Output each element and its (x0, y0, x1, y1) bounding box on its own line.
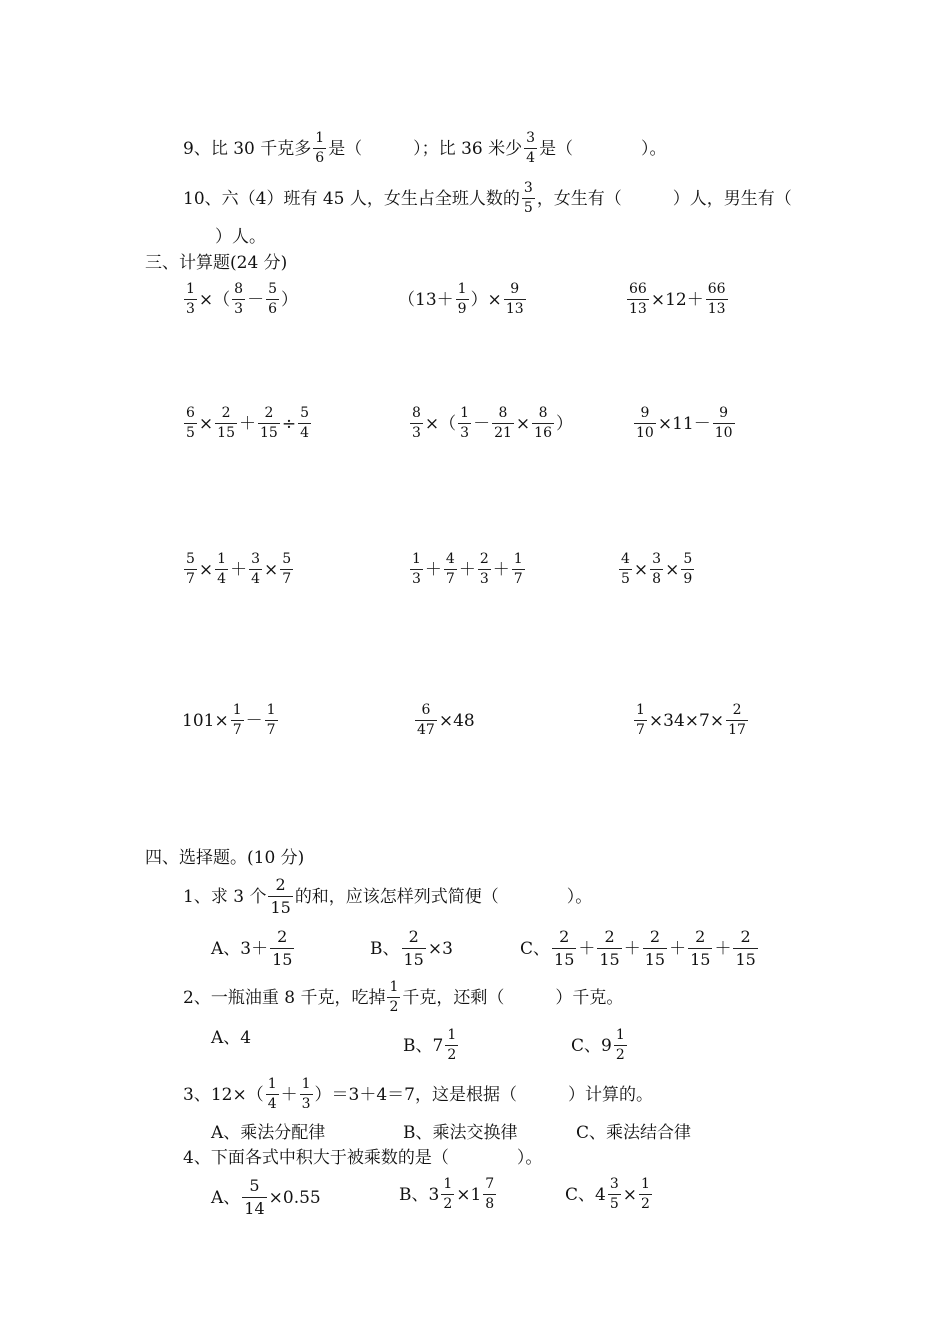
choice-q1 (183, 875, 592, 918)
fraction: $\frac{2}{15}$ (270, 875, 291, 917)
operator: － (247, 289, 265, 310)
choice-q1-option-b[interactable] (370, 927, 453, 970)
fraction: $\frac{5}{7}$ (186, 551, 195, 587)
operator: － (473, 413, 491, 434)
fraction: $\frac{1}{7}$ (513, 551, 523, 587)
fraction: $\frac{1}{4}$ (217, 551, 227, 587)
q10-text-1: 10、六（4）班有 45 人，女生占全班人数的 (183, 188, 520, 209)
calc-r2c2 (408, 405, 573, 442)
fraction: $\frac{1}{3}$ (301, 1076, 311, 1112)
calc-r3c3 (617, 551, 696, 588)
question-text: ）＝3＋4＝7，这是根据（ ）计算的。 (314, 1084, 653, 1105)
section-4-title (145, 847, 304, 869)
operator: ＋ (280, 1084, 298, 1105)
choice-q3-option-c[interactable] (576, 1122, 691, 1144)
operator: ） (281, 289, 299, 310)
question-text: 千克，还剩（ ）千克。 (402, 987, 624, 1008)
option-label: A、4 (211, 1028, 252, 1048)
choice-q1-option-c[interactable] (520, 927, 760, 970)
fraction: $\frac{3}{5}$ (609, 1176, 619, 1212)
operator: ＋ (239, 413, 256, 434)
calc-r4c1 (182, 702, 280, 739)
choice-q3-option-b[interactable] (403, 1122, 518, 1144)
fraction: $\frac{5}{14}$ (244, 1176, 265, 1218)
fraction: $\frac{2}{17}$ (728, 702, 746, 738)
q9-text-1: 9、比 30 千克多 (183, 138, 312, 159)
calc-r2c3 (632, 405, 737, 442)
operator: ×（ (198, 289, 231, 310)
operator: ＋ (714, 938, 732, 959)
fraction: $\frac{66}{13}$ (629, 281, 647, 317)
fraction: $\frac{2}{15}$ (260, 405, 278, 441)
operator: ×3 (427, 938, 453, 959)
choice-q2-option-b[interactable] (403, 1027, 460, 1064)
calc-r4c2 (413, 702, 475, 739)
choice-q3-option-a[interactable] (211, 1122, 325, 1144)
q10-text-2: ，女生有（ ）人，男生有（ (536, 188, 792, 209)
fraction: $\frac{5}{9}$ (683, 551, 693, 587)
fraction: $\frac{3}{4}$ (251, 551, 261, 587)
fraction: $\frac{9}{10}$ (714, 405, 733, 441)
fraction: $\frac{2}{15}$ (690, 927, 711, 969)
calc-r3c1 (182, 551, 295, 588)
fraction: $\frac{3}{5}$ (523, 180, 533, 216)
fraction: $\frac{1}{2}$ (447, 1027, 457, 1063)
operator: ＋ (578, 938, 596, 959)
q10-text-3: ）人。 (215, 227, 266, 247)
calc-r2c1 (182, 405, 313, 442)
fraction: $\frac{1}{7}$ (266, 702, 276, 738)
fraction: $\frac{8}{21}$ (494, 405, 512, 441)
operator: ×0.55 (268, 1187, 321, 1208)
choice-q4-option-c[interactable] (565, 1176, 654, 1213)
option-label: C、 (520, 938, 551, 959)
fraction: $\frac{3}{8}$ (652, 551, 662, 587)
option-label: C、9 (571, 1035, 612, 1056)
fraction: $\frac{5}{6}$ (268, 281, 278, 317)
operator: ＋ (424, 559, 442, 580)
option-label: C、乘法结合律 (576, 1123, 692, 1143)
question-9 (183, 130, 667, 167)
operator: ）× (470, 289, 502, 310)
fraction: $\frac{4}{5}$ (621, 551, 630, 587)
fraction: $\frac{1}{2}$ (641, 1176, 650, 1212)
operator: （13＋ (398, 289, 454, 310)
question-text: 3、12×（ (183, 1084, 264, 1105)
choice-q3 (183, 1076, 653, 1113)
choice-q2-option-a[interactable] (211, 1027, 251, 1049)
fraction: $\frac{8}{3}$ (234, 281, 244, 317)
section-3-title (145, 252, 287, 274)
choice-q2-option-c[interactable] (571, 1027, 629, 1064)
fraction: $\frac{1}{2}$ (443, 1176, 453, 1212)
q9-text-2: 是（ ）；比 36 米少 (328, 138, 523, 159)
operator: ÷ (281, 413, 297, 434)
fraction: $\frac{2}{15}$ (403, 927, 424, 969)
choice-q4 (183, 1147, 542, 1169)
operator: ×1 (456, 1184, 482, 1205)
fraction: $\frac{1}{7}$ (232, 702, 242, 738)
section-title: 四、选择题。(10 分) (145, 848, 305, 868)
choice-q4-option-a[interactable] (211, 1176, 321, 1219)
fraction: $\frac{1}{3}$ (460, 405, 470, 441)
operator: × (633, 559, 649, 580)
fraction: $\frac{1}{9}$ (457, 281, 467, 317)
operator: × (264, 559, 279, 580)
fraction: $\frac{1}{2}$ (389, 979, 399, 1015)
operator: ＋ (669, 938, 687, 959)
operator: ） (556, 413, 573, 434)
question-10-cont (215, 226, 266, 248)
question-text: 2、一瓶油重 8 千克，吃掉 (183, 987, 386, 1008)
operator: × (622, 1184, 637, 1205)
operator: ×11－ (657, 413, 711, 434)
calc-r3c2 (408, 551, 527, 588)
fraction: $\frac{8}{16}$ (534, 405, 552, 441)
question-text: 4、下面各式中积大于被乘数的是（ ）。 (183, 1148, 543, 1168)
fraction: $\frac{8}{3}$ (412, 405, 421, 441)
option-label: C、4 (565, 1184, 606, 1205)
operator: ＋ (458, 559, 476, 580)
fraction: $\frac{2}{15}$ (735, 927, 756, 969)
operator: × (515, 413, 531, 434)
option-label: A、3＋ (211, 938, 269, 959)
calc-r1c3 (625, 281, 730, 318)
fraction: $\frac{1}{7}$ (636, 702, 645, 738)
fraction: $\frac{3}{4}$ (526, 130, 536, 166)
operator: ×34×7× (648, 710, 725, 731)
operator: ×12＋ (650, 289, 704, 310)
choice-q1-option-a[interactable] (211, 927, 296, 970)
option-label: A、 (211, 1187, 241, 1208)
fraction: $\frac{1}{3}$ (186, 281, 195, 317)
fraction: $\frac{1}{6}$ (315, 130, 325, 166)
option-label: B、7 (403, 1035, 444, 1056)
calc-r4c3 (632, 702, 750, 739)
fraction: $\frac{1}{3}$ (412, 551, 421, 587)
fraction: $\frac{66}{13}$ (707, 281, 726, 317)
operator: × (198, 413, 214, 434)
fraction: $\frac{2}{15}$ (599, 927, 620, 969)
operator: ＋ (230, 559, 248, 580)
operator: 101× (182, 710, 229, 731)
option-label: A、乘法分配律 (211, 1123, 326, 1143)
fraction: $\frac{1}{4}$ (267, 1076, 277, 1112)
fraction: $\frac{6}{5}$ (186, 405, 195, 441)
fraction: $\frac{4}{7}$ (445, 551, 455, 587)
fraction: $\frac{2}{15}$ (554, 927, 575, 969)
fraction: $\frac{7}{8}$ (485, 1176, 495, 1212)
choice-q2 (183, 979, 623, 1016)
calc-r1c1 (182, 281, 298, 318)
fraction: $\frac{6}{47}$ (417, 702, 435, 738)
fraction: $\frac{1}{2}$ (615, 1027, 625, 1063)
operator: ＋ (623, 938, 641, 959)
fraction: $\frac{2}{3}$ (479, 551, 489, 587)
option-label: B、3 (399, 1184, 440, 1205)
operator: × (198, 559, 214, 580)
operator: × (665, 559, 680, 580)
section-title: 三、计算题(24 分) (145, 253, 288, 273)
question-text: 的和，应该怎样列式简便（ ）。 (294, 886, 593, 907)
fraction: $\frac{5}{4}$ (300, 405, 309, 441)
fraction: $\frac{2}{15}$ (272, 927, 293, 969)
operator: ＋ (492, 559, 510, 580)
option-label: B、乘法交换律 (403, 1123, 518, 1143)
question-10 (183, 180, 792, 217)
fraction: $\frac{9}{10}$ (636, 405, 654, 441)
operator: － (245, 710, 263, 731)
choice-q4-option-b[interactable] (399, 1176, 498, 1213)
operator: ×（ (424, 413, 457, 434)
fraction: $\frac{2}{15}$ (644, 927, 666, 969)
fraction: $\frac{2}{15}$ (217, 405, 235, 441)
option-label: B、 (370, 938, 400, 959)
calc-r1c2 (398, 281, 528, 318)
operator: ×48 (438, 710, 475, 731)
q9-text-3: 是（ ）。 (539, 138, 667, 159)
fraction: $\frac{9}{13}$ (505, 281, 524, 317)
fraction: $\frac{5}{7}$ (282, 551, 292, 587)
question-text: 1、求 3 个 (183, 886, 267, 907)
